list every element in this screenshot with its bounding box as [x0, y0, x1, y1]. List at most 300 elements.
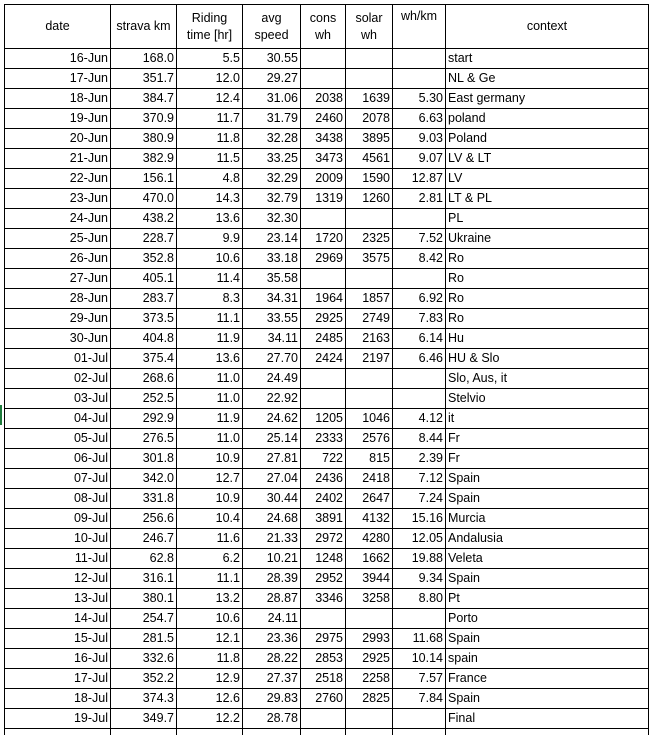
cell-avg-speed[interactable]: 21.33: [243, 529, 301, 549]
cell-context[interactable]: Hu: [446, 329, 649, 349]
cell-strava-km[interactable]: 281.5: [111, 629, 177, 649]
cell-cons-wh[interactable]: [301, 389, 346, 409]
cell-cons-wh[interactable]: [301, 369, 346, 389]
cell-avg-speed[interactable]: 31.06: [243, 89, 301, 109]
cell-wh-per-km[interactable]: [393, 49, 446, 69]
cell-context[interactable]: Ro: [446, 249, 649, 269]
cell-solar-wh[interactable]: [346, 609, 393, 629]
cell-wh-per-km[interactable]: 8.80: [393, 589, 446, 609]
cell-context[interactable]: Fr: [446, 429, 649, 449]
cell-context[interactable]: spain: [446, 649, 649, 669]
cell-wh-per-km[interactable]: 19.88: [393, 549, 446, 569]
cell-riding-time[interactable]: 11.9: [177, 329, 243, 349]
cell-context[interactable]: Slo, Aus, it: [446, 369, 649, 389]
cell-date[interactable]: 06-Jul: [5, 449, 111, 469]
cell-date[interactable]: 07-Jul: [5, 469, 111, 489]
cell-cons-wh[interactable]: 3438: [301, 129, 346, 149]
cell-date[interactable]: 10-Jul: [5, 529, 111, 549]
cell-strava-km[interactable]: 252.5: [111, 389, 177, 409]
cell-riding-time[interactable]: 14.3: [177, 189, 243, 209]
cell-cons-wh[interactable]: 2975: [301, 629, 346, 649]
cell-avg-speed[interactable]: 25.14: [243, 429, 301, 449]
cell-solar-wh[interactable]: 3895: [346, 129, 393, 149]
cell-avg-speed[interactable]: 29.83: [243, 689, 301, 709]
cell-wh-per-km[interactable]: 8.42: [393, 249, 446, 269]
cell-date[interactable]: 02-Jul: [5, 369, 111, 389]
cell-wh-per-km[interactable]: 7.24: [393, 489, 446, 509]
cell-context[interactable]: it: [446, 409, 649, 429]
empty-cell[interactable]: [243, 729, 301, 735]
cell-date[interactable]: 14-Jul: [5, 609, 111, 629]
cell-strava-km[interactable]: 332.6: [111, 649, 177, 669]
cell-cons-wh[interactable]: [301, 49, 346, 69]
cell-riding-time[interactable]: 12.4: [177, 89, 243, 109]
cell-strava-km[interactable]: 438.2: [111, 209, 177, 229]
cell-riding-time[interactable]: 11.9: [177, 409, 243, 429]
cell-avg-speed[interactable]: 28.78: [243, 709, 301, 729]
cell-cons-wh[interactable]: 2402: [301, 489, 346, 509]
table-row: [5, 389, 649, 409]
cell-avg-speed[interactable]: 27.04: [243, 469, 301, 489]
cell-context[interactable]: Ukraine: [446, 229, 649, 249]
cell-date[interactable]: 05-Jul: [5, 429, 111, 449]
cell-date[interactable]: 01-Jul: [5, 349, 111, 369]
cell-avg-speed[interactable]: 30.55: [243, 49, 301, 69]
cell-riding-time[interactable]: 12.6: [177, 689, 243, 709]
cell-solar-wh[interactable]: 2925: [346, 649, 393, 669]
cell-solar-wh[interactable]: [346, 49, 393, 69]
cell-date[interactable]: 29-Jun: [5, 309, 111, 329]
table-row: [5, 369, 649, 389]
header-context[interactable]: [446, 5, 649, 49]
cell-riding-time[interactable]: 10.9: [177, 489, 243, 509]
cell-strava-km[interactable]: 331.8: [111, 489, 177, 509]
cell-avg-speed[interactable]: 31.79: [243, 109, 301, 129]
cell-date[interactable]: 17-Jul: [5, 669, 111, 689]
cell-wh-per-km[interactable]: 7.52: [393, 229, 446, 249]
cell-wh-per-km[interactable]: 7.57: [393, 669, 446, 689]
table-row: [5, 109, 649, 129]
cell-strava-km[interactable]: 254.7: [111, 609, 177, 629]
table-row: [5, 269, 649, 289]
cell-riding-time[interactable]: 9.9: [177, 229, 243, 249]
cell-solar-wh[interactable]: 3575: [346, 249, 393, 269]
cell-avg-speed[interactable]: 24.68: [243, 509, 301, 529]
cell-solar-wh[interactable]: 2197: [346, 349, 393, 369]
cell-wh-per-km[interactable]: [393, 389, 446, 409]
cell-wh-per-km[interactable]: 12.05: [393, 529, 446, 549]
cell-date[interactable]: 04-Jul: [5, 409, 111, 429]
cell-solar-wh[interactable]: 1662: [346, 549, 393, 569]
cell-wh-per-km[interactable]: 9.34: [393, 569, 446, 589]
cell-wh-per-km[interactable]: 4.12: [393, 409, 446, 429]
cell-strava-km[interactable]: 301.8: [111, 449, 177, 469]
cell-date[interactable]: 30-Jun: [5, 329, 111, 349]
cell-wh-per-km[interactable]: [393, 269, 446, 289]
cell-solar-wh[interactable]: 2647: [346, 489, 393, 509]
cell-strava-km[interactable]: 156.1: [111, 169, 177, 189]
cell-riding-time[interactable]: 11.8: [177, 129, 243, 149]
cell-cons-wh[interactable]: 1720: [301, 229, 346, 249]
cell-wh-per-km[interactable]: 6.46: [393, 349, 446, 369]
cell-solar-wh[interactable]: 1046: [346, 409, 393, 429]
cell-strava-km[interactable]: 342.0: [111, 469, 177, 489]
cell-context[interactable]: Spain: [446, 489, 649, 509]
header-strava-km[interactable]: [111, 5, 177, 49]
cell-date[interactable]: 03-Jul: [5, 389, 111, 409]
cell-wh-per-km[interactable]: 11.68: [393, 629, 446, 649]
cell-cons-wh[interactable]: 1964: [301, 289, 346, 309]
cell-avg-speed[interactable]: 27.70: [243, 349, 301, 369]
cell-riding-time[interactable]: 12.0: [177, 69, 243, 89]
cell-wh-per-km[interactable]: [393, 609, 446, 629]
cell-context[interactable]: LV: [446, 169, 649, 189]
cell-date[interactable]: 15-Jul: [5, 629, 111, 649]
cell-strava-km[interactable]: 404.8: [111, 329, 177, 349]
cell-context[interactable]: Ro: [446, 289, 649, 309]
cell-cons-wh[interactable]: 1319: [301, 189, 346, 209]
cell-context[interactable]: Murcia: [446, 509, 649, 529]
cell-avg-speed[interactable]: 22.92: [243, 389, 301, 409]
cell-cons-wh[interactable]: 3346: [301, 589, 346, 609]
cell-date[interactable]: 19-Jun: [5, 109, 111, 129]
cell-avg-speed[interactable]: 23.36: [243, 629, 301, 649]
table-row: [5, 49, 649, 69]
cell-wh-per-km[interactable]: [393, 709, 446, 729]
cell-date[interactable]: 17-Jun: [5, 69, 111, 89]
cell-date[interactable]: 18-Jul: [5, 689, 111, 709]
cell-cons-wh[interactable]: 2333: [301, 429, 346, 449]
cell-riding-time[interactable]: 11.1: [177, 569, 243, 589]
cell-solar-wh[interactable]: 1260: [346, 189, 393, 209]
header-avg-speed[interactable]: [243, 5, 301, 49]
cell-riding-time[interactable]: 11.0: [177, 389, 243, 409]
header-riding-time[interactable]: [177, 5, 243, 49]
empty-cell[interactable]: [301, 729, 346, 735]
cell-solar-wh[interactable]: 2258: [346, 669, 393, 689]
cell-date[interactable]: 20-Jun: [5, 129, 111, 149]
cell-avg-speed[interactable]: 10.21: [243, 549, 301, 569]
cell-context[interactable]: East germany: [446, 89, 649, 109]
cell-riding-time[interactable]: 12.9: [177, 669, 243, 689]
cell-solar-wh[interactable]: 4561: [346, 149, 393, 169]
cell-context[interactable]: PL: [446, 209, 649, 229]
cell-cons-wh[interactable]: 2485: [301, 329, 346, 349]
cell-riding-time[interactable]: 11.4: [177, 269, 243, 289]
cell-avg-speed[interactable]: 34.31: [243, 289, 301, 309]
cell-wh-per-km[interactable]: 15.16: [393, 509, 446, 529]
empty-cell[interactable]: [177, 729, 243, 735]
cell-date[interactable]: 08-Jul: [5, 489, 111, 509]
cell-riding-time[interactable]: 12.2: [177, 709, 243, 729]
cell-avg-speed[interactable]: 24.11: [243, 609, 301, 629]
cell-cons-wh[interactable]: 2925: [301, 309, 346, 329]
cell-cons-wh[interactable]: 2952: [301, 569, 346, 589]
cell-cons-wh[interactable]: 2424: [301, 349, 346, 369]
empty-cell[interactable]: [111, 729, 177, 735]
cell-riding-time[interactable]: 12.1: [177, 629, 243, 649]
cell-cons-wh[interactable]: 2969: [301, 249, 346, 269]
cell-date[interactable]: 18-Jun: [5, 89, 111, 109]
cell-date[interactable]: 19-Jul: [5, 709, 111, 729]
cell-date[interactable]: 22-Jun: [5, 169, 111, 189]
cell-context[interactable]: LT & PL: [446, 189, 649, 209]
cell-wh-per-km[interactable]: 7.12: [393, 469, 446, 489]
cell-strava-km[interactable]: 405.1: [111, 269, 177, 289]
cell-solar-wh[interactable]: 2825: [346, 689, 393, 709]
cell-cons-wh[interactable]: 2972: [301, 529, 346, 549]
cell-date[interactable]: 16-Jul: [5, 649, 111, 669]
cell-context[interactable]: Poland: [446, 129, 649, 149]
cell-cons-wh[interactable]: 722: [301, 449, 346, 469]
cell-date[interactable]: 28-Jun: [5, 289, 111, 309]
cell-strava-km[interactable]: 228.7: [111, 229, 177, 249]
cell-wh-per-km[interactable]: 6.14: [393, 329, 446, 349]
cell-date[interactable]: 11-Jul: [5, 549, 111, 569]
cell-cons-wh[interactable]: 2518: [301, 669, 346, 689]
cell-date[interactable]: 23-Jun: [5, 189, 111, 209]
cell-context[interactable]: LV & LT: [446, 149, 649, 169]
cell-context[interactable]: poland: [446, 109, 649, 129]
cell-solar-wh[interactable]: 1590: [346, 169, 393, 189]
cell-strava-km[interactable]: 351.7: [111, 69, 177, 89]
header-riding-time-line2: time [hr]: [187, 28, 232, 42]
cell-riding-time[interactable]: 11.8: [177, 649, 243, 669]
cell-avg-speed[interactable]: 30.44: [243, 489, 301, 509]
cell-cons-wh[interactable]: [301, 609, 346, 629]
cell-strava-km[interactable]: 62.8: [111, 549, 177, 569]
cell-strava-km[interactable]: 382.9: [111, 149, 177, 169]
cell-riding-time[interactable]: 11.7: [177, 109, 243, 129]
cell-avg-speed[interactable]: 35.58: [243, 269, 301, 289]
cell-context[interactable]: Ro: [446, 269, 649, 289]
header-avg-speed-line2: speed: [254, 28, 288, 42]
cell-wh-per-km[interactable]: 2.81: [393, 189, 446, 209]
cell-solar-wh[interactable]: [346, 369, 393, 389]
cell-avg-speed[interactable]: 23.14: [243, 229, 301, 249]
empty-cell[interactable]: [346, 729, 393, 735]
cell-wh-per-km[interactable]: 9.03: [393, 129, 446, 149]
cell-cons-wh[interactable]: 3891: [301, 509, 346, 529]
table-row: [5, 709, 649, 729]
cell-date[interactable]: 09-Jul: [5, 509, 111, 529]
header-date[interactable]: [5, 5, 111, 49]
cell-strava-km[interactable]: 470.0: [111, 189, 177, 209]
cell-wh-per-km[interactable]: 7.83: [393, 309, 446, 329]
cell-riding-time[interactable]: 13.6: [177, 209, 243, 229]
cell-riding-time[interactable]: 11.6: [177, 529, 243, 549]
cell-strava-km[interactable]: 268.6: [111, 369, 177, 389]
cell-cons-wh[interactable]: 1248: [301, 549, 346, 569]
cell-cons-wh[interactable]: [301, 709, 346, 729]
cell-cons-wh[interactable]: 1205: [301, 409, 346, 429]
cell-strava-km[interactable]: 168.0: [111, 49, 177, 69]
cell-avg-speed[interactable]: 24.49: [243, 369, 301, 389]
cell-solar-wh[interactable]: 1639: [346, 89, 393, 109]
cell-context[interactable]: Veleta: [446, 549, 649, 569]
cell-strava-km[interactable]: 374.3: [111, 689, 177, 709]
cell-strava-km[interactable]: 380.1: [111, 589, 177, 609]
cell-wh-per-km[interactable]: 7.84: [393, 689, 446, 709]
cell-strava-km[interactable]: 256.6: [111, 509, 177, 529]
cell-riding-time[interactable]: 11.1: [177, 309, 243, 329]
cell-cons-wh[interactable]: [301, 69, 346, 89]
cell-avg-speed[interactable]: 24.62: [243, 409, 301, 429]
cell-avg-speed[interactable]: 34.11: [243, 329, 301, 349]
cell-wh-per-km[interactable]: 5.30: [393, 89, 446, 109]
cell-avg-speed[interactable]: 28.39: [243, 569, 301, 589]
cell-strava-km[interactable]: 380.9: [111, 129, 177, 149]
cell-solar-wh[interactable]: 2418: [346, 469, 393, 489]
cell-wh-per-km[interactable]: 2.39: [393, 449, 446, 469]
cell-context[interactable]: Spain: [446, 569, 649, 589]
cell-context[interactable]: Stelvio: [446, 389, 649, 409]
cell-solar-wh[interactable]: 2163: [346, 329, 393, 349]
cell-date[interactable]: 13-Jul: [5, 589, 111, 609]
cell-cons-wh[interactable]: 2009: [301, 169, 346, 189]
header-cons-line1: cons: [310, 11, 336, 25]
cell-riding-time[interactable]: 11.5: [177, 149, 243, 169]
header-cons-wh[interactable]: [301, 5, 346, 49]
cell-riding-time[interactable]: 6.2: [177, 549, 243, 569]
cell-strava-km[interactable]: 370.9: [111, 109, 177, 129]
header-solar-wh[interactable]: [346, 5, 393, 49]
empty-cell[interactable]: [393, 729, 446, 735]
cell-context[interactable]: Ro: [446, 309, 649, 329]
cell-solar-wh[interactable]: 4280: [346, 529, 393, 549]
cell-solar-wh[interactable]: [346, 709, 393, 729]
cell-avg-speed[interactable]: 32.29: [243, 169, 301, 189]
cell-riding-time[interactable]: 11.0: [177, 369, 243, 389]
cell-cons-wh[interactable]: 2853: [301, 649, 346, 669]
cell-avg-speed[interactable]: 28.87: [243, 589, 301, 609]
cell-strava-km[interactable]: 384.7: [111, 89, 177, 109]
cell-context[interactable]: start: [446, 49, 649, 69]
cell-strava-km[interactable]: 352.2: [111, 669, 177, 689]
cell-solar-wh[interactable]: 3258: [346, 589, 393, 609]
cell-solar-wh[interactable]: 2078: [346, 109, 393, 129]
cell-context[interactable]: Fr: [446, 449, 649, 469]
cell-wh-per-km[interactable]: [393, 69, 446, 89]
header-wh-per-km[interactable]: [393, 5, 446, 49]
cell-avg-speed[interactable]: 33.55: [243, 309, 301, 329]
cell-solar-wh[interactable]: [346, 69, 393, 89]
cell-wh-per-km[interactable]: 10.14: [393, 649, 446, 669]
cell-solar-wh[interactable]: [346, 269, 393, 289]
cell-cons-wh[interactable]: 3473: [301, 149, 346, 169]
cell-riding-time[interactable]: 10.6: [177, 609, 243, 629]
empty-cell[interactable]: [5, 729, 111, 735]
cell-strava-km[interactable]: 375.4: [111, 349, 177, 369]
table-row: [5, 209, 649, 229]
cell-cons-wh[interactable]: 2460: [301, 109, 346, 129]
cell-strava-km[interactable]: 292.9: [111, 409, 177, 429]
cell-date[interactable]: 25-Jun: [5, 229, 111, 249]
cell-wh-per-km[interactable]: 6.92: [393, 289, 446, 309]
cell-avg-speed[interactable]: 32.79: [243, 189, 301, 209]
cell-wh-per-km[interactable]: 6.63: [393, 109, 446, 129]
cell-cons-wh[interactable]: [301, 209, 346, 229]
cell-avg-speed[interactable]: 28.22: [243, 649, 301, 669]
cell-date[interactable]: 24-Jun: [5, 209, 111, 229]
cell-riding-time[interactable]: 13.2: [177, 589, 243, 609]
cell-avg-speed[interactable]: 33.25: [243, 149, 301, 169]
cell-riding-time[interactable]: 10.4: [177, 509, 243, 529]
cell-riding-time[interactable]: 13.6: [177, 349, 243, 369]
cell-avg-speed[interactable]: 27.81: [243, 449, 301, 469]
cell-solar-wh[interactable]: [346, 389, 393, 409]
cell-avg-speed[interactable]: 27.37: [243, 669, 301, 689]
cell-wh-per-km[interactable]: [393, 369, 446, 389]
cell-avg-speed[interactable]: 29.27: [243, 69, 301, 89]
cell-riding-time[interactable]: 4.8: [177, 169, 243, 189]
cell-riding-time[interactable]: 8.3: [177, 289, 243, 309]
cell-riding-time[interactable]: 12.7: [177, 469, 243, 489]
cell-date[interactable]: 26-Jun: [5, 249, 111, 269]
table-row: [5, 349, 649, 369]
cell-avg-speed[interactable]: 33.18: [243, 249, 301, 269]
cell-strava-km[interactable]: 373.5: [111, 309, 177, 329]
cell-solar-wh[interactable]: 2749: [346, 309, 393, 329]
cell-strava-km[interactable]: 352.8: [111, 249, 177, 269]
cell-riding-time[interactable]: 10.6: [177, 249, 243, 269]
cell-riding-time[interactable]: 5.5: [177, 49, 243, 69]
cell-context[interactable]: Pt: [446, 589, 649, 609]
cell-date[interactable]: 27-Jun: [5, 269, 111, 289]
cell-riding-time[interactable]: 11.0: [177, 429, 243, 449]
cell-solar-wh[interactable]: 2576: [346, 429, 393, 449]
cell-date[interactable]: 21-Jun: [5, 149, 111, 169]
cell-wh-per-km[interactable]: 12.87: [393, 169, 446, 189]
cell-solar-wh[interactable]: 1857: [346, 289, 393, 309]
cell-avg-speed[interactable]: 32.30: [243, 209, 301, 229]
cell-date[interactable]: 16-Jun: [5, 49, 111, 69]
cell-context[interactable]: Andalusia: [446, 529, 649, 549]
cell-context[interactable]: Spain: [446, 689, 649, 709]
cell-avg-speed[interactable]: 32.28: [243, 129, 301, 149]
empty-cell[interactable]: [446, 729, 649, 735]
cell-riding-time[interactable]: 10.9: [177, 449, 243, 469]
cell-solar-wh[interactable]: 3944: [346, 569, 393, 589]
cell-solar-wh[interactable]: 2325: [346, 229, 393, 249]
cell-strava-km[interactable]: 316.1: [111, 569, 177, 589]
cell-solar-wh[interactable]: 2993: [346, 629, 393, 649]
cell-context[interactable]: Spain: [446, 469, 649, 489]
cell-solar-wh[interactable]: 815: [346, 449, 393, 469]
cell-wh-per-km[interactable]: 9.07: [393, 149, 446, 169]
cell-wh-per-km[interactable]: [393, 209, 446, 229]
cell-context[interactable]: France: [446, 669, 649, 689]
cell-strava-km[interactable]: 283.7: [111, 289, 177, 309]
cell-context[interactable]: NL & Ge: [446, 69, 649, 89]
table-row: [5, 229, 649, 249]
cell-cons-wh[interactable]: 2436: [301, 469, 346, 489]
cell-cons-wh[interactable]: 2760: [301, 689, 346, 709]
cell-cons-wh[interactable]: [301, 269, 346, 289]
cell-cons-wh[interactable]: 2038: [301, 89, 346, 109]
cell-solar-wh[interactable]: [346, 209, 393, 229]
cell-strava-km[interactable]: 246.7: [111, 529, 177, 549]
cell-wh-per-km[interactable]: 8.44: [393, 429, 446, 449]
cell-solar-wh[interactable]: 4132: [346, 509, 393, 529]
cell-context[interactable]: HU & Slo: [446, 349, 649, 369]
cell-strava-km[interactable]: 349.7: [111, 709, 177, 729]
cell-strava-km[interactable]: 276.5: [111, 429, 177, 449]
cell-context[interactable]: Porto: [446, 609, 649, 629]
cell-date[interactable]: 12-Jul: [5, 569, 111, 589]
cell-context[interactable]: Spain: [446, 629, 649, 649]
cell-context[interactable]: Final: [446, 709, 649, 729]
